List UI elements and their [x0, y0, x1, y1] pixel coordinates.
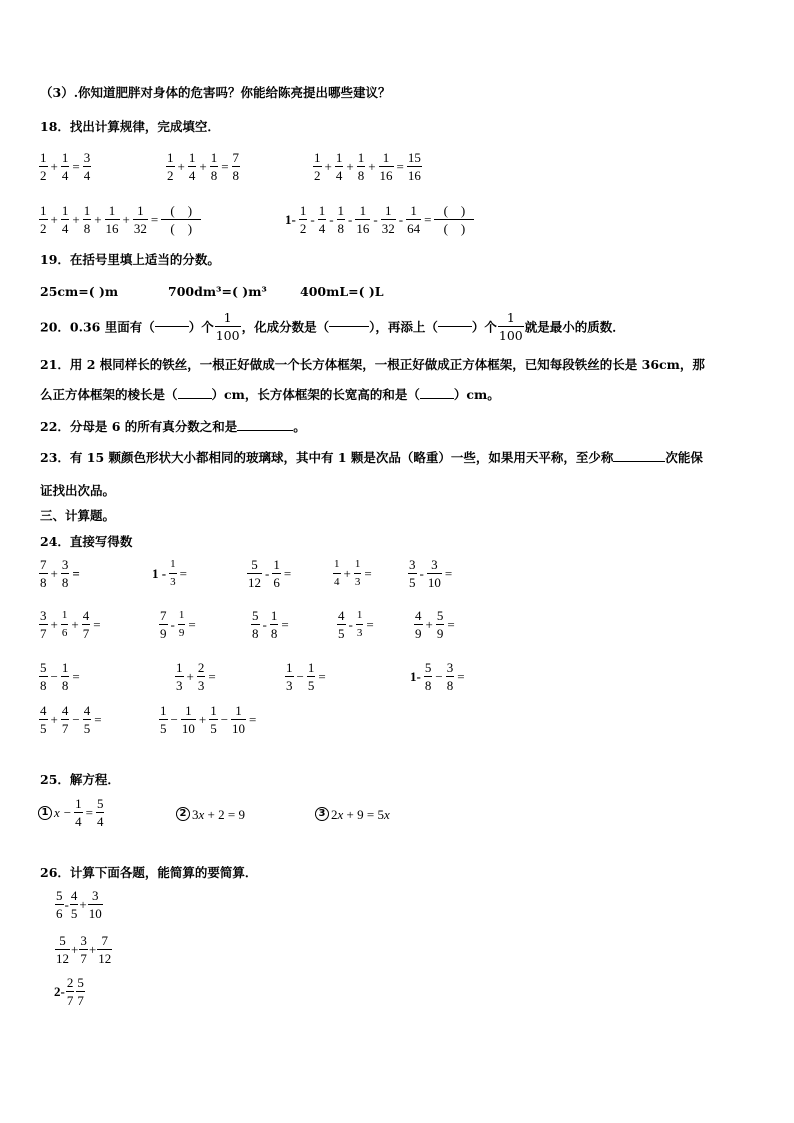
q26-expr-1: $\frac{5}{6}$ - $\frac{4}{5}$ + $\frac{3}{10}$	[56, 888, 102, 921]
question-19-title: 19．在括号里填上适当的分数。	[40, 252, 220, 267]
q18-expr-1: $\frac{1}{2}$ + $\frac{1}{4}$ = $\frac{3}{4}$	[40, 150, 91, 183]
question-21-line1: 21．用 2 根同样长的铁丝，一根正好做成一个长方体框架，一根正好做成正方体框架，已知每段铁丝的长是 36cm，那	[40, 357, 705, 372]
q19-a: 25cm=( )m	[40, 284, 119, 299]
q25-eq-1: 1 x − $\frac{1}{4}$ = $\frac{5}{4}$	[38, 796, 105, 829]
question-26-title: 26．计算下面各题，能简算的要简算．	[40, 865, 258, 880]
q25-eq-3: 3 2x + 9 = 5x	[315, 806, 392, 821]
q24-r1-1: $\frac{7}{8}$ + $\frac{3}{8}$ =	[40, 557, 80, 590]
q19-b: 700dm³=( )m³	[168, 284, 267, 299]
q24-r3-2: $\frac{1}{3}$ + $\frac{2}{3}$ =	[176, 660, 216, 693]
q19-c: 400mL=( )L	[300, 284, 384, 299]
q24-r1-2: 1 - $\frac{1}{3}$ =	[152, 558, 187, 588]
q26-expr-2: $\frac{5}{12}$ + $\frac{3}{7}$ + $\frac{7}{12}$	[56, 933, 112, 966]
section-3-title: 三、计算题。	[40, 508, 116, 523]
question-22: 22．分母是 6 的所有真分数之和是 。	[40, 419, 306, 434]
question-24-title: 24．直接写得数	[40, 534, 133, 549]
q24-r3-1: $\frac{5}{8}$ − $\frac{1}{8}$ =	[40, 660, 80, 693]
q24-r2-3: $\frac{5}{8}$ - $\frac{1}{8}$ =	[252, 608, 289, 641]
q25-eq-2: 2 3x + 2 = 9	[176, 806, 247, 821]
q18-expr-3: $\frac{1}{2}$ + $\frac{1}{4}$ + $\frac{1}{8}$ + $\frac{1}{16}$ = $\frac{15}{16}$	[314, 150, 421, 183]
question-23-line2: 证找出次品。	[40, 483, 116, 498]
q24-r1-3: $\frac{5}{12}$ - $\frac{1}{6}$ =	[248, 557, 292, 590]
q24-r1-5: $\frac{3}{5}$ - $\frac{3}{10}$ =	[409, 557, 453, 590]
q24-r3-3: $\frac{1}{3}$ − $\frac{1}{5}$ =	[286, 660, 326, 693]
q24-r2-4: $\frac{4}{5}$ - $\frac{1}{3}$ =	[338, 608, 374, 641]
q24-r4-2: $\frac{1}{5}$ − $\frac{1}{10}$ + $\frac{1}{5}$ − $\frac{1}{10}$ =	[160, 703, 257, 736]
q18-expr-4: $\frac{1}{2}$ + $\frac{1}{4}$ + $\frac{1}{8}$ + $\frac{1}{16}$ + $\frac{1}{32}$ = $\frac{( )}{( )}$	[38, 203, 202, 236]
q18-expr-5: 1- $\frac{1}{2}$ - $\frac{1}{4}$ - $\frac{1}{8}$ - $\frac{1}{16}$ - $\frac{1}{32}$ - $\frac{1}{64}$ = $\frac{( )}{( )}$	[283, 203, 475, 236]
q24-r4-1: $\frac{4}{5}$ + $\frac{4}{7}$ − $\frac{4}{5}$ =	[40, 703, 102, 736]
question-21-line2: 么正方体框架的棱长是（ ）cm，长方体框架的长宽高的和是（ ）cm。	[40, 387, 500, 402]
question-25-title: 25．解方程．	[40, 772, 120, 787]
q24-r1-4: $\frac{1}{4}$ + $\frac{1}{3}$ =	[334, 558, 372, 588]
q24-r3-4: 1- $\frac{5}{8}$ − $\frac{3}{8}$ =	[410, 660, 465, 693]
q26-expr-3: 2- $\frac{2}{7}$ $\frac{5}{7}$	[54, 975, 84, 1008]
q24-r2-2: $\frac{7}{9}$ - $\frac{1}{9}$ =	[160, 608, 196, 641]
question-17-3: （3）.你知道肥胖对身体的危害吗？你能给陈亮提出哪些建议？	[40, 85, 391, 100]
question-18-title: 18．找出计算规律，完成填空．	[40, 119, 220, 134]
question-23-line1: 23．有 15 颗颜色形状大小都相同的玻璃球，其中有 1 颗是次品（略重）一些，如果用天平称，至少称 次能保	[40, 450, 703, 465]
q24-r2-1: $\frac{3}{7}$ + $\frac{1}{6}$ + $\frac{4}{7}$ =	[40, 608, 101, 641]
question-20: 20．0.36 里面有（ ）个 $\frac{1}{100}$ ，化成分数是（ ），再添上（ ）个 $\frac{1}{100}$ 就是最小的质数．	[40, 310, 625, 343]
q18-expr-2: $\frac{1}{2}$ + $\frac{1}{4}$ + $\frac{1}{8}$ = $\frac{7}{8}$	[167, 150, 240, 183]
q24-r2-5: $\frac{4}{9}$ + $\frac{5}{9}$ =	[415, 608, 455, 641]
